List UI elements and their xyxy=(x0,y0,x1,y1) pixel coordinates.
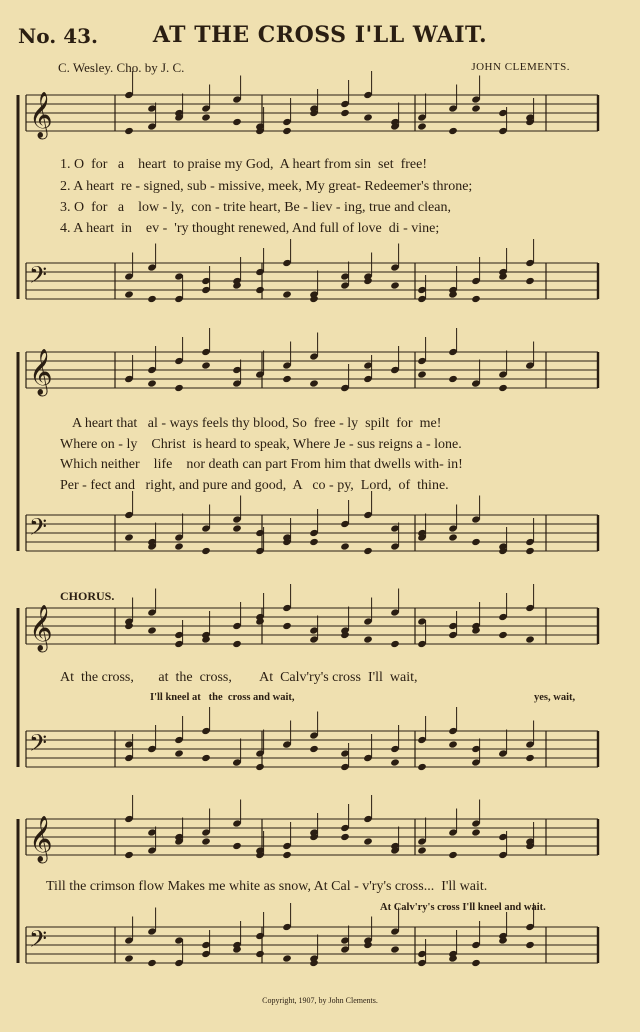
treble-clef: 𝄞 xyxy=(29,605,53,651)
hymn-number: No. 43. xyxy=(18,24,98,48)
chorus-line-2-alto: At Calv'ry's cross I'll kneel and wait. xyxy=(380,902,546,913)
verse-2-line-2: Where on - ly Christ is heard to speak, Where Je - sus reigns a - lone. xyxy=(60,437,462,452)
note-head xyxy=(471,295,481,303)
note-head xyxy=(282,851,292,859)
verse-3-line-1: 3. O for a low - ly, con - trite heart, Be - liev - ing, true and clean, xyxy=(60,200,451,215)
note-head xyxy=(255,286,265,294)
note-head xyxy=(363,547,373,555)
bass-clef: 𝄢 xyxy=(29,261,48,294)
note-head xyxy=(417,763,427,771)
note-head xyxy=(124,290,134,298)
note-head xyxy=(525,941,535,949)
note-head xyxy=(471,828,481,836)
music-credit: JOHN CLEMENTS. xyxy=(471,61,570,73)
note-head xyxy=(390,281,400,289)
verse-4-line-2: Per - fect and right, and pure and good, A co - py, Lord, of thine. xyxy=(60,478,449,493)
note-head xyxy=(147,379,157,387)
verse-1-line-2: A heart that al - ways feels thy blood, So free - ly spilt for me! xyxy=(72,416,442,431)
note-head xyxy=(448,740,458,748)
note-head xyxy=(390,758,400,766)
note-head xyxy=(282,127,292,135)
note-head xyxy=(282,375,292,383)
note-head xyxy=(201,361,211,369)
note-head xyxy=(390,640,400,648)
treble-clef: 𝄞 xyxy=(29,816,53,862)
verse-3-line-2: Which neither life nor death can part From him that dwells with- in! xyxy=(60,457,463,472)
note-head xyxy=(201,754,211,762)
note-head xyxy=(363,113,373,121)
note-head xyxy=(232,118,242,126)
note-head xyxy=(201,837,211,845)
note-head xyxy=(498,384,508,392)
verse-2-line-1: 2. A heart re - signed, sub - missive, meek, My great- Redeemer's throne; xyxy=(60,179,473,194)
words-credit: C. Wesley. Cho. by J. C. xyxy=(58,60,185,75)
note-head xyxy=(124,127,134,135)
note-head xyxy=(448,375,458,383)
note-head xyxy=(448,851,458,859)
note-head xyxy=(309,379,319,387)
note-head xyxy=(525,635,535,643)
note-head xyxy=(124,954,134,962)
note-head xyxy=(282,954,292,962)
note-head xyxy=(309,745,319,753)
note-head xyxy=(525,754,535,762)
note-head xyxy=(147,959,157,967)
note-head xyxy=(471,538,481,546)
note-head xyxy=(340,833,350,841)
note-head xyxy=(309,538,319,546)
note-head xyxy=(417,122,427,130)
note-head xyxy=(232,640,242,648)
chorus-line-2: Till the crimson flow Makes me white as snow, At Cal - v'ry's cross... I'll wait. xyxy=(46,879,488,894)
note-head xyxy=(448,127,458,135)
chorus-line-1-alto: I'll kneel at the cross and wait, xyxy=(150,692,295,703)
note-head xyxy=(174,749,184,757)
note-head xyxy=(471,959,481,967)
note-head xyxy=(340,542,350,550)
note-head xyxy=(340,109,350,117)
note-head xyxy=(174,542,184,550)
note-head xyxy=(255,950,265,958)
note-head xyxy=(417,370,427,378)
note-head xyxy=(201,113,211,121)
verse-4-line-1: 4. A heart in ev - 'ry thought renewed, And full of love di - vine; xyxy=(60,221,440,236)
chorus-line-1-alto-end: yes, wait, xyxy=(534,692,576,703)
note-head xyxy=(525,277,535,285)
note-head xyxy=(201,547,211,555)
note-head xyxy=(255,763,265,771)
bass-clef: 𝄢 xyxy=(29,513,48,546)
chorus-label: CHORUS. xyxy=(60,589,115,603)
note-head xyxy=(471,104,481,112)
note-head xyxy=(417,846,427,854)
hymn-title: AT THE CROSS I'LL WAIT. xyxy=(152,22,488,48)
note-head xyxy=(232,524,242,532)
note-head xyxy=(498,631,508,639)
note-head xyxy=(124,851,134,859)
bass-clef: 𝄢 xyxy=(29,729,48,762)
note-head xyxy=(390,945,400,953)
copyright-notice: Copyright, 1907, by John Clements. xyxy=(262,996,378,1005)
note-head xyxy=(232,842,242,850)
note-head xyxy=(147,295,157,303)
note-head xyxy=(174,384,184,392)
treble-clef: 𝄞 xyxy=(29,349,53,395)
note-head xyxy=(282,622,292,630)
treble-clef: 𝄞 xyxy=(29,92,53,138)
bass-clef: 𝄢 xyxy=(29,925,48,958)
note-head xyxy=(282,290,292,298)
verse-1-line-1: 1. O for a heart to praise my God, A heart from sin set free! xyxy=(60,157,428,172)
note-head xyxy=(363,635,373,643)
note-head xyxy=(147,626,157,634)
chorus-line-1: At the cross, at the cross, At Calv'ry's cross I'll wait, xyxy=(60,670,418,685)
note-head xyxy=(448,533,458,541)
note-head xyxy=(124,533,134,541)
note-head xyxy=(525,547,535,555)
note-head xyxy=(363,837,373,845)
